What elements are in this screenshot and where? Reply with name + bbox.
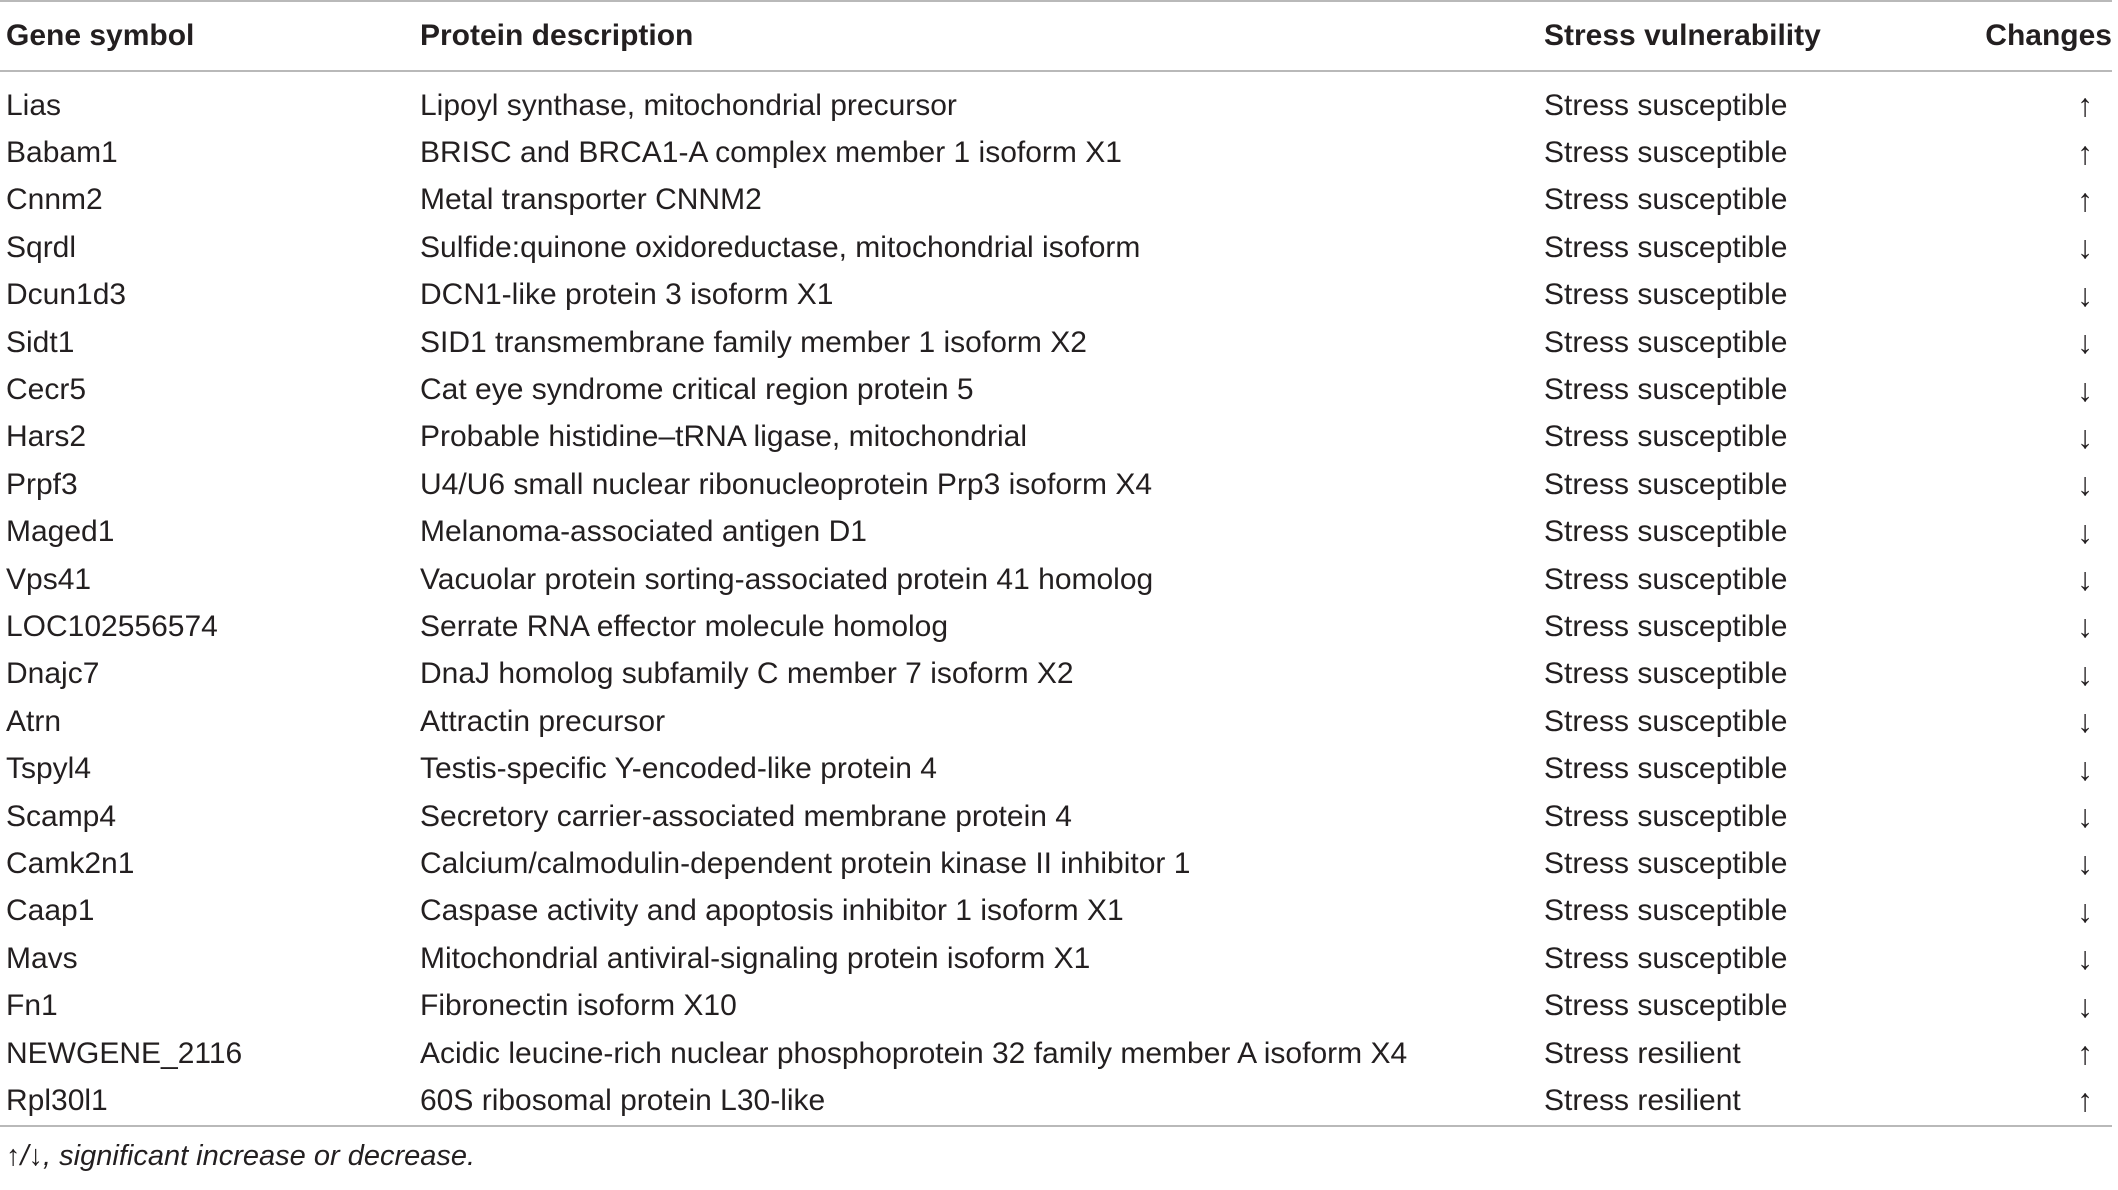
table-row <box>0 982 2112 1029</box>
table-row <box>0 1077 2112 1125</box>
gene-symbol-cell: Atrn <box>6 704 62 738</box>
change-arrow-cell: ↓ <box>2077 987 2093 1024</box>
gene-symbol-cell: Prpf3 <box>6 467 78 501</box>
protein-description-cell: BRISC and BRCA1-A complex member 1 isoform X1 <box>420 136 1122 170</box>
protein-description-cell: Serrate RNA effector molecule homolog <box>420 609 949 643</box>
change-arrow-cell: ↓ <box>2077 513 2093 550</box>
gene-symbol-cell: Mavs <box>6 941 78 975</box>
table-row <box>0 71 2112 129</box>
table-row <box>0 224 2112 271</box>
change-arrow-cell: ↑ <box>2077 1035 2093 1071</box>
stress-vulnerability-cell: Stress susceptible <box>1544 752 1788 786</box>
change-arrow-cell: ↓ <box>2077 892 2093 929</box>
table-row <box>0 888 2112 935</box>
table-row <box>0 698 2112 745</box>
table-row <box>0 935 2112 982</box>
change-arrow-cell: ↑ <box>2077 181 2093 218</box>
stress-vulnerability-cell: Stress susceptible <box>1544 230 1788 264</box>
gene-symbol-cell: Lias <box>6 88 62 122</box>
protein-description-cell: 60S ribosomal protein L30-like <box>420 1083 826 1117</box>
header-stress-vulnerability: Stress vulnerability <box>1544 19 1821 52</box>
table-row <box>0 556 2112 603</box>
stress-vulnerability-cell: Stress susceptible <box>1544 183 1788 217</box>
protein-description-cell: Calcium/calmodulin-dependent protein kinase II inhibitor 1 <box>420 846 1191 880</box>
gene-symbol-cell: Dcun1d3 <box>6 278 127 312</box>
protein-description-cell: Caspase activity and apoptosis inhibitor 1 isoform X1 <box>420 894 1124 928</box>
stress-vulnerability-cell: Stress susceptible <box>1544 657 1788 691</box>
protein-description-cell: Secretory carrier-associated membrane protein 4 <box>420 799 1072 833</box>
gene-symbol-cell: Babam1 <box>6 136 118 170</box>
change-arrow-cell: ↑ <box>2077 134 2093 171</box>
protein-description-cell: Sulfide:quinone oxidoreductase, mitochondrial isoform <box>420 230 1141 264</box>
change-arrow-cell: ↓ <box>2077 229 2093 266</box>
table-row <box>0 414 2112 461</box>
table-row <box>0 793 2112 840</box>
stress-vulnerability-cell: Stress susceptible <box>1544 562 1788 596</box>
stress-vulnerability-cell: Stress susceptible <box>1544 420 1788 454</box>
gene-symbol-cell: Maged1 <box>6 515 115 549</box>
protein-description-cell: Lipoyl synthase, mitochondrial precursor <box>420 88 957 122</box>
table-row <box>0 461 2112 508</box>
table-body <box>0 71 2112 1126</box>
protein-description-cell: Testis-specific Y-encoded-like protein 4 <box>420 752 937 786</box>
protein-description-cell: U4/U6 small nuclear ribonucleoprotein Prp3 isoform X4 <box>420 467 1153 501</box>
header-gene-symbol: Gene symbol <box>6 19 195 52</box>
stress-vulnerability-cell: Stress susceptible <box>1544 515 1788 549</box>
stress-vulnerability-cell: Stress susceptible <box>1544 88 1788 122</box>
change-arrow-cell: ↓ <box>2077 608 2093 645</box>
stress-vulnerability-cell: Stress resilient <box>1544 1036 1741 1070</box>
change-arrow-cell: ↓ <box>2077 940 2093 977</box>
change-arrow-cell: ↓ <box>2077 845 2093 882</box>
change-arrow-cell: ↑ <box>2077 1082 2093 1119</box>
gene-symbol-cell: Vps41 <box>6 562 92 596</box>
stress-vulnerability-cell: Stress susceptible <box>1544 278 1788 312</box>
gene-symbol-cell: Scamp4 <box>6 799 117 833</box>
table-row <box>0 177 2112 224</box>
header-changes: Changes <box>1985 19 2112 52</box>
table-row <box>0 745 2112 792</box>
gene-symbol-cell: Sidt1 <box>6 325 75 359</box>
footnote-row <box>0 1126 2112 1179</box>
gene-symbol-cell: Caap1 <box>6 894 95 928</box>
stress-vulnerability-cell: Stress susceptible <box>1544 136 1788 170</box>
stress-vulnerability-cell: Stress resilient <box>1544 1083 1741 1117</box>
table-row <box>0 840 2112 887</box>
stress-vulnerability-cell: Stress susceptible <box>1544 325 1788 359</box>
stress-vulnerability-cell: Stress susceptible <box>1544 941 1788 975</box>
stress-vulnerability-cell: Stress susceptible <box>1544 799 1788 833</box>
stress-vulnerability-cell: Stress susceptible <box>1544 894 1788 928</box>
gene-symbol-cell: Fn1 <box>6 989 58 1023</box>
protein-description-cell: DnaJ homolog subfamily C member 7 isoform X2 <box>420 657 1074 691</box>
stress-vulnerability-cell: Stress susceptible <box>1544 609 1788 643</box>
table-row <box>0 272 2112 319</box>
gene-symbol-cell: NEWGENE_2116 <box>6 1036 243 1070</box>
change-arrow-cell: ↓ <box>2077 655 2093 692</box>
table-row <box>0 509 2112 556</box>
protein-description-cell: Mitochondrial antiviral-signaling protein isoform X1 <box>420 941 1091 975</box>
change-arrow-cell: ↓ <box>2077 324 2093 361</box>
stress-vulnerability-cell: Stress susceptible <box>1544 467 1788 501</box>
protein-description-cell: Probable histidine–tRNA ligase, mitochondrial <box>420 420 1028 454</box>
protein-description-cell: Attractin precursor <box>420 704 666 738</box>
gene-symbol-cell: LOC102556574 <box>6 609 218 643</box>
table-row <box>0 651 2112 698</box>
protein-description-cell: DCN1-like protein 3 isoform X1 <box>420 278 834 312</box>
change-arrow-cell: ↓ <box>2077 276 2093 313</box>
protein-description-cell: Melanoma-associated antigen D1 <box>420 515 867 549</box>
stress-vulnerability-cell: Stress susceptible <box>1544 846 1788 880</box>
table-row <box>0 1030 2112 1077</box>
gene-symbol-cell: Tspyl4 <box>6 752 92 786</box>
change-arrow-cell: ↓ <box>2077 561 2093 598</box>
table-row <box>0 319 2112 366</box>
stress-vulnerability-cell: Stress susceptible <box>1544 989 1788 1023</box>
gene-symbol-cell: Dnajc7 <box>6 657 100 691</box>
gene-symbol-cell: Sqrdl <box>6 230 77 264</box>
table-row <box>0 366 2112 413</box>
protein-description-cell: Acidic leucine-rich nuclear phosphoprotein 32 family member A isoform X4 <box>420 1036 1408 1070</box>
header-row <box>0 1 2112 71</box>
change-arrow-cell: ↓ <box>2077 750 2093 787</box>
protein-description-cell: Fibronectin isoform X10 <box>420 989 737 1023</box>
footnote: ↑/↓, significant increase or decrease. <box>6 1140 476 1173</box>
table-header <box>0 1 2112 71</box>
protein-description-cell: SID1 transmembrane family member 1 isoform X2 <box>420 325 1087 359</box>
table-row <box>0 603 2112 650</box>
protein-description-cell: Vacuolar protein sorting-associated protein 41 homolog <box>420 562 1154 596</box>
gene-symbol-cell: Cecr5 <box>6 373 87 407</box>
change-arrow-cell: ↓ <box>2077 371 2093 408</box>
protein-description-cell: Metal transporter CNNM2 <box>420 183 762 217</box>
gene-symbol-cell: Camk2n1 <box>6 846 135 880</box>
change-arrow-cell: ↓ <box>2077 703 2093 740</box>
change-arrow-cell: ↑ <box>2077 87 2093 124</box>
change-arrow-cell: ↓ <box>2077 418 2093 455</box>
gene-symbol-cell: Hars2 <box>6 420 87 454</box>
header-protein-description: Protein description <box>420 19 694 52</box>
table-row <box>0 129 2112 176</box>
change-arrow-cell: ↓ <box>2077 466 2093 503</box>
stress-vulnerability-cell: Stress susceptible <box>1544 704 1788 738</box>
protein-description-cell: Cat eye syndrome critical region protein 5 <box>420 373 974 407</box>
stress-vulnerability-cell: Stress susceptible <box>1544 373 1788 407</box>
gene-symbol-cell: Cnnm2 <box>6 183 103 217</box>
gene-symbol-cell: Rpl30l1 <box>6 1083 108 1117</box>
table-footer <box>0 1126 2112 1179</box>
change-arrow-cell: ↓ <box>2077 798 2093 835</box>
